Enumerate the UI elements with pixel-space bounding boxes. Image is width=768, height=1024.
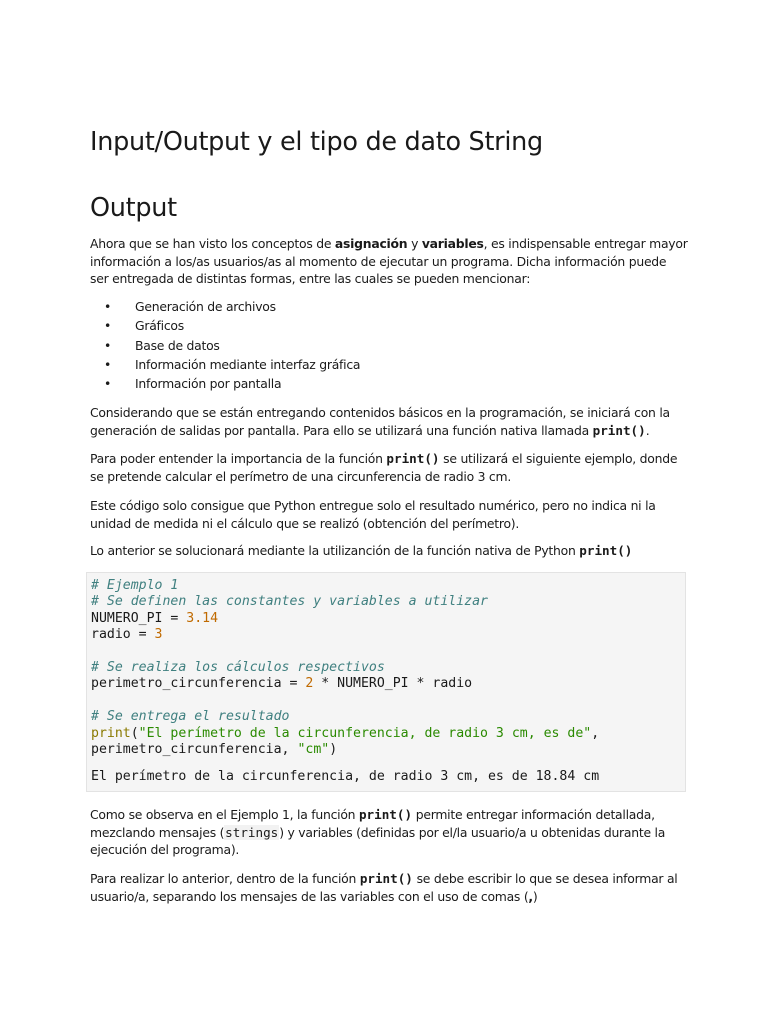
- text-span: se debe escribir lo que se desea informar al usuario/a, separando los mensajes de las variables con el uso de comas (: [90, 871, 678, 904]
- text-span: permite entregar información detallada, mezclando mensajes (: [90, 807, 655, 840]
- output-forms-list: [90, 297, 688, 393]
- inline-code-print: print(): [579, 543, 633, 558]
- code-string: "El perímetro de la circunferencia, de radio 3 cm, es de": [138, 725, 592, 741]
- list-item-text: Generación de archivos: [135, 299, 276, 314]
- text-span: ): [532, 888, 538, 904]
- text-span: Para poder entender la importancia de la función: [90, 451, 387, 466]
- text-span: y: [407, 236, 422, 251]
- code-comment: # Se realiza los cálculos respectivos: [91, 660, 385, 676]
- text-span: Lo anterior se solucionará mediante la utilizanción de la función nativa de Python: [90, 543, 580, 558]
- list-item: [90, 336, 688, 355]
- bullet-icon: •: [104, 356, 112, 372]
- code-output: El perímetro de la circunferencia, de radio 3 cm, es de 18.84 cm: [91, 769, 600, 784]
- code-text: perimetro_circunferencia =: [91, 676, 306, 692]
- code-text: perimetro_circunferencia,: [91, 742, 298, 758]
- list-item-text: Gráficos: [135, 318, 184, 334]
- code-text: (: [130, 725, 139, 741]
- text-span: .: [645, 422, 650, 438]
- text-span: Para realizar lo anterior, dentro de la función: [90, 871, 360, 886]
- inline-code-print: print(): [386, 451, 440, 466]
- list-item-text: Información por pantalla: [135, 376, 282, 392]
- code-text: * NUMERO_PI * radio: [313, 676, 473, 692]
- bullet-icon: •: [104, 299, 112, 314]
- inline-code-print: print(): [359, 871, 413, 886]
- text-span: ) y variables (definidas por el/la usuario/a u obtenidas durante la ejecución del programa).: [90, 824, 666, 857]
- inline-code-print: print(): [358, 807, 413, 822]
- code-text: ,: [591, 725, 600, 741]
- list-item-text: Información mediante interfaz gráfica: [135, 356, 361, 372]
- text-span: Ahora que se han visto los conceptos de: [90, 236, 335, 251]
- paragraph-print-intro: [90, 404, 688, 439]
- bullet-icon: •: [104, 337, 112, 353]
- paragraph-solution: [90, 542, 688, 560]
- paragraph-numeric-result: [90, 497, 688, 532]
- code-number: 3.14: [186, 610, 219, 626]
- inline-code-print: print(): [592, 422, 646, 438]
- code-string: "cm": [297, 742, 330, 758]
- paragraph-example-explanation: [90, 806, 688, 859]
- code-example-block: [86, 572, 686, 792]
- text-span: Como se observa en el Ejemplo 1, la función: [90, 807, 359, 822]
- code-number: 3: [154, 627, 163, 643]
- list-item: [90, 297, 688, 316]
- list-item: [90, 374, 688, 393]
- code-builtin: print: [91, 725, 131, 741]
- list-item: [90, 316, 688, 335]
- code-listing: [91, 578, 599, 758]
- inline-code-strings: strings: [225, 824, 279, 840]
- list-item: [90, 355, 688, 374]
- code-comment: # Ejemplo 1: [91, 578, 179, 593]
- paragraph-example-intro: [90, 450, 688, 485]
- text-span: , es indispensable entregar mayor información a los/as usuarios/as al momento de ejecutar un programa. Dicha información puede ser entregada de distintas formas, entre las cuales se pueden mencionar:: [90, 236, 688, 286]
- bullet-icon: •: [104, 318, 112, 334]
- term-asignacion: asignación: [334, 236, 408, 251]
- paragraph-commas: [90, 870, 688, 905]
- list-item-text: Base de datos: [135, 337, 220, 353]
- code-comment: # Se definen las constantes y variables a utilizar: [91, 594, 488, 610]
- paragraph-text: Este código solo consigue que Python entregue solo el resultado numérico, pero no indica ni la unidad de medida ni el cálculo que se realizó (obtención del perímetro).: [90, 498, 656, 531]
- section-heading-output: Output: [90, 193, 177, 223]
- term-variables: variables: [421, 236, 484, 251]
- comma-symbol: ,: [528, 888, 533, 904]
- text-span: Considerando que se están entregando contenidos básicos en la programación, se iniciará con la generación de salidas por pantalla. Para ello se utilizará una función nativa llamada: [90, 405, 670, 438]
- intro-paragraph: [90, 235, 688, 288]
- code-comment: # Se entrega el resultado: [91, 709, 290, 725]
- code-text: ): [329, 742, 338, 758]
- text-span: se utilizará el siguiente ejemplo, donde se pretende calcular el perímetro de una circunferencia de radio 3 cm.: [90, 451, 678, 484]
- code-text: radio =: [91, 627, 155, 643]
- bullet-icon: •: [104, 376, 112, 392]
- page-title: Input/Output y el tipo de dato String: [90, 127, 543, 157]
- code-text: NUMERO_PI =: [91, 610, 187, 626]
- code-number: 2: [305, 676, 314, 692]
